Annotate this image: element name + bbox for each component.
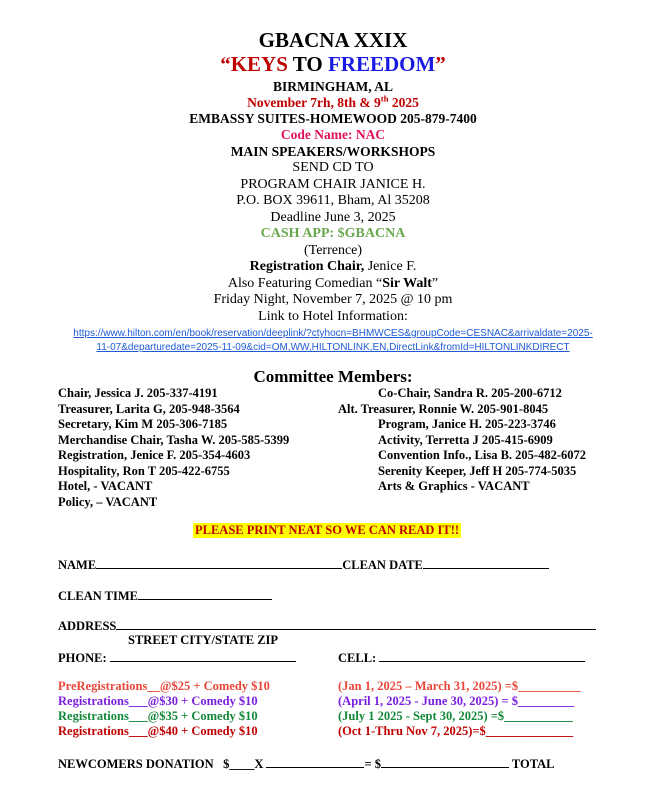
committee-member: Hospitality, Ron T 205-422-6755 bbox=[58, 463, 230, 478]
name-row bbox=[58, 556, 549, 573]
print-neat-banner: PLEASE PRINT NEAT SO WE CAN READ IT!! bbox=[195, 523, 460, 537]
committee-member: Policy, – VACANT bbox=[58, 494, 158, 509]
donation-total-field[interactable] bbox=[381, 755, 509, 768]
dates-year: 2025 bbox=[388, 95, 419, 110]
committee-right-convention: Convention Info., Lisa B. 205-482-6072 bbox=[378, 448, 587, 462]
code-name: Code Name: NAC bbox=[280, 127, 386, 142]
send-cd: SEND CD TO bbox=[292, 160, 374, 175]
friday-night: Friday Night, November 7, 2025 @ 10 pm bbox=[213, 292, 453, 307]
theme-open-quote: “ bbox=[220, 52, 231, 76]
committee-member: Merchandise Chair, Tasha W. 205-585-5399 bbox=[58, 432, 290, 447]
committee-right-cochair: Co-Chair, Sandra R. 205-200-6712 bbox=[378, 386, 562, 400]
event-title: GBACNA XXIX bbox=[258, 28, 408, 52]
comedian-prefix: Also Featuring Comedian “ bbox=[227, 276, 383, 291]
committee-right-program: Program, Janice H. 205-223-3746 bbox=[378, 417, 556, 431]
cash-app: CASH APP: $GBACNA bbox=[260, 226, 406, 241]
address-row bbox=[58, 617, 596, 634]
donation-equals: = $ bbox=[364, 757, 381, 771]
deadline: Deadline June 3, 2025 bbox=[270, 210, 396, 225]
event-dates bbox=[0, 95, 666, 111]
donation-dollar: $____X bbox=[223, 757, 264, 771]
committee-member: Treasurer, Larita G, 205-948-3564 bbox=[58, 401, 240, 416]
hotel-url-line-1[interactable]: https://www.hilton.com/en/book/reservation/deeplink/?ctyhocn=BHMWCES&groupCode=CESNAC&arrivaldate=2025- bbox=[73, 328, 593, 339]
po-box: P.O. BOX 39611, Bham, Al 35208 bbox=[236, 193, 430, 208]
speakers-heading: MAIN SPEAKERS/WORKSHOPS bbox=[230, 144, 436, 159]
comedian-line bbox=[0, 276, 666, 292]
committee-member: Secretary, Kim M 205-306-7185 bbox=[58, 417, 228, 431]
clean-date-field[interactable] bbox=[423, 556, 549, 569]
hotel-url-line-2[interactable]: 11-07&departuredate=2025-11-09&cid=OM,WW,HILTONLINK,EN,DirectLink&fromId=HILTONLINKDIRECT bbox=[96, 342, 570, 353]
registration-40-period[interactable]: (Oct 1-Thru Nov 7, 2025)=$______________ bbox=[338, 724, 574, 738]
program-chair: PROGRAM CHAIR JANICE H. bbox=[240, 177, 426, 192]
dates-text: November 7rh, 8th & 9 bbox=[247, 95, 381, 110]
donation-quantity-field[interactable] bbox=[266, 755, 364, 768]
donation-total-label: TOTAL bbox=[511, 757, 555, 771]
phone-row bbox=[58, 649, 296, 666]
committee-title: Committee Members: bbox=[253, 367, 413, 386]
comedian-suffix: ” bbox=[431, 276, 439, 291]
reg-chair-label: Registration Chair, bbox=[249, 259, 365, 274]
address-label: ADDRESS bbox=[58, 619, 117, 633]
reg-chair-name: Jenice F. bbox=[364, 259, 417, 274]
phone-field[interactable] bbox=[110, 649, 296, 662]
registration-chair bbox=[0, 259, 666, 275]
committee-member: Registration, Jenice F. 205-354-4603 bbox=[58, 448, 251, 462]
event-venue: EMBASSY SUITES-HOMEWOOD 205-879-7400 bbox=[189, 111, 477, 126]
terrence: (Terrence) bbox=[303, 243, 363, 258]
cell-label: CELL: bbox=[338, 651, 377, 665]
registration-30-option[interactable]: Registrations___@$30 + Comedy $10 bbox=[58, 694, 258, 708]
event-theme bbox=[0, 52, 666, 77]
committee-left-column bbox=[58, 386, 289, 510]
hotel-link[interactable] bbox=[0, 327, 666, 355]
committee-member: Chair, Jessica J. 205-337-4191 bbox=[58, 386, 218, 400]
registration-30-period[interactable]: (April 1, 2025 - June 30, 2025) = $_________ bbox=[338, 694, 575, 708]
cell-row bbox=[338, 649, 585, 666]
address-field[interactable] bbox=[116, 617, 596, 630]
committee-right-serenity: Serenity Keeper, Jeff H 205-774-5035 bbox=[378, 463, 577, 478]
theme-keys: KEYS bbox=[230, 52, 288, 76]
cell-field[interactable] bbox=[379, 649, 585, 662]
event-city: BIRMINGHAM, AL bbox=[272, 79, 393, 94]
comedian-name: Sir Walt bbox=[382, 276, 432, 291]
address-sublabel: STREET CITY/STATE ZIP bbox=[128, 633, 279, 647]
committee-right-activity: Activity, Terretta J 205-415-6909 bbox=[378, 432, 553, 447]
committee-right-alt-treasurer: Alt. Treasurer, Ronnie W. 205-901-8045 bbox=[338, 401, 549, 416]
dates-superscript: th bbox=[380, 93, 389, 104]
theme-freedom: FREEDOM bbox=[327, 52, 436, 76]
registration-35-period[interactable]: (July 1 2025 - Sept 30, 2025) =$___________ bbox=[338, 709, 573, 723]
registration-40-option[interactable]: Registrations___@$40 + Comedy $10 bbox=[58, 724, 258, 738]
theme-close-quote: ” bbox=[435, 52, 446, 76]
clean-time-label: CLEAN TIME bbox=[58, 589, 138, 603]
pre-registration-period[interactable]: (Jan 1, 2025 – March 31, 2025) =$__________ bbox=[338, 679, 581, 693]
clean-time-field[interactable] bbox=[138, 587, 272, 600]
donation-label: NEWCOMERS DONATION bbox=[58, 757, 214, 771]
name-field[interactable] bbox=[96, 556, 342, 569]
registration-35-option[interactable]: Registrations___@$35 + Comedy $10 bbox=[58, 709, 258, 723]
committee-member: Hotel, - VACANT bbox=[58, 479, 153, 493]
hotel-link-label: Link to Hotel Information: bbox=[258, 309, 408, 324]
pre-registration-option[interactable]: PreRegistrations__@$25 + Comedy $10 bbox=[58, 679, 270, 693]
name-label: NAME bbox=[58, 558, 97, 572]
committee-right-arts: Arts & Graphics - VACANT bbox=[378, 479, 530, 493]
newcomers-donation-row bbox=[58, 755, 554, 772]
theme-to: TO bbox=[287, 52, 328, 76]
phone-label: PHONE: bbox=[58, 651, 107, 665]
clean-time-row bbox=[58, 587, 272, 604]
clean-date-label: CLEAN DATE bbox=[342, 558, 423, 572]
